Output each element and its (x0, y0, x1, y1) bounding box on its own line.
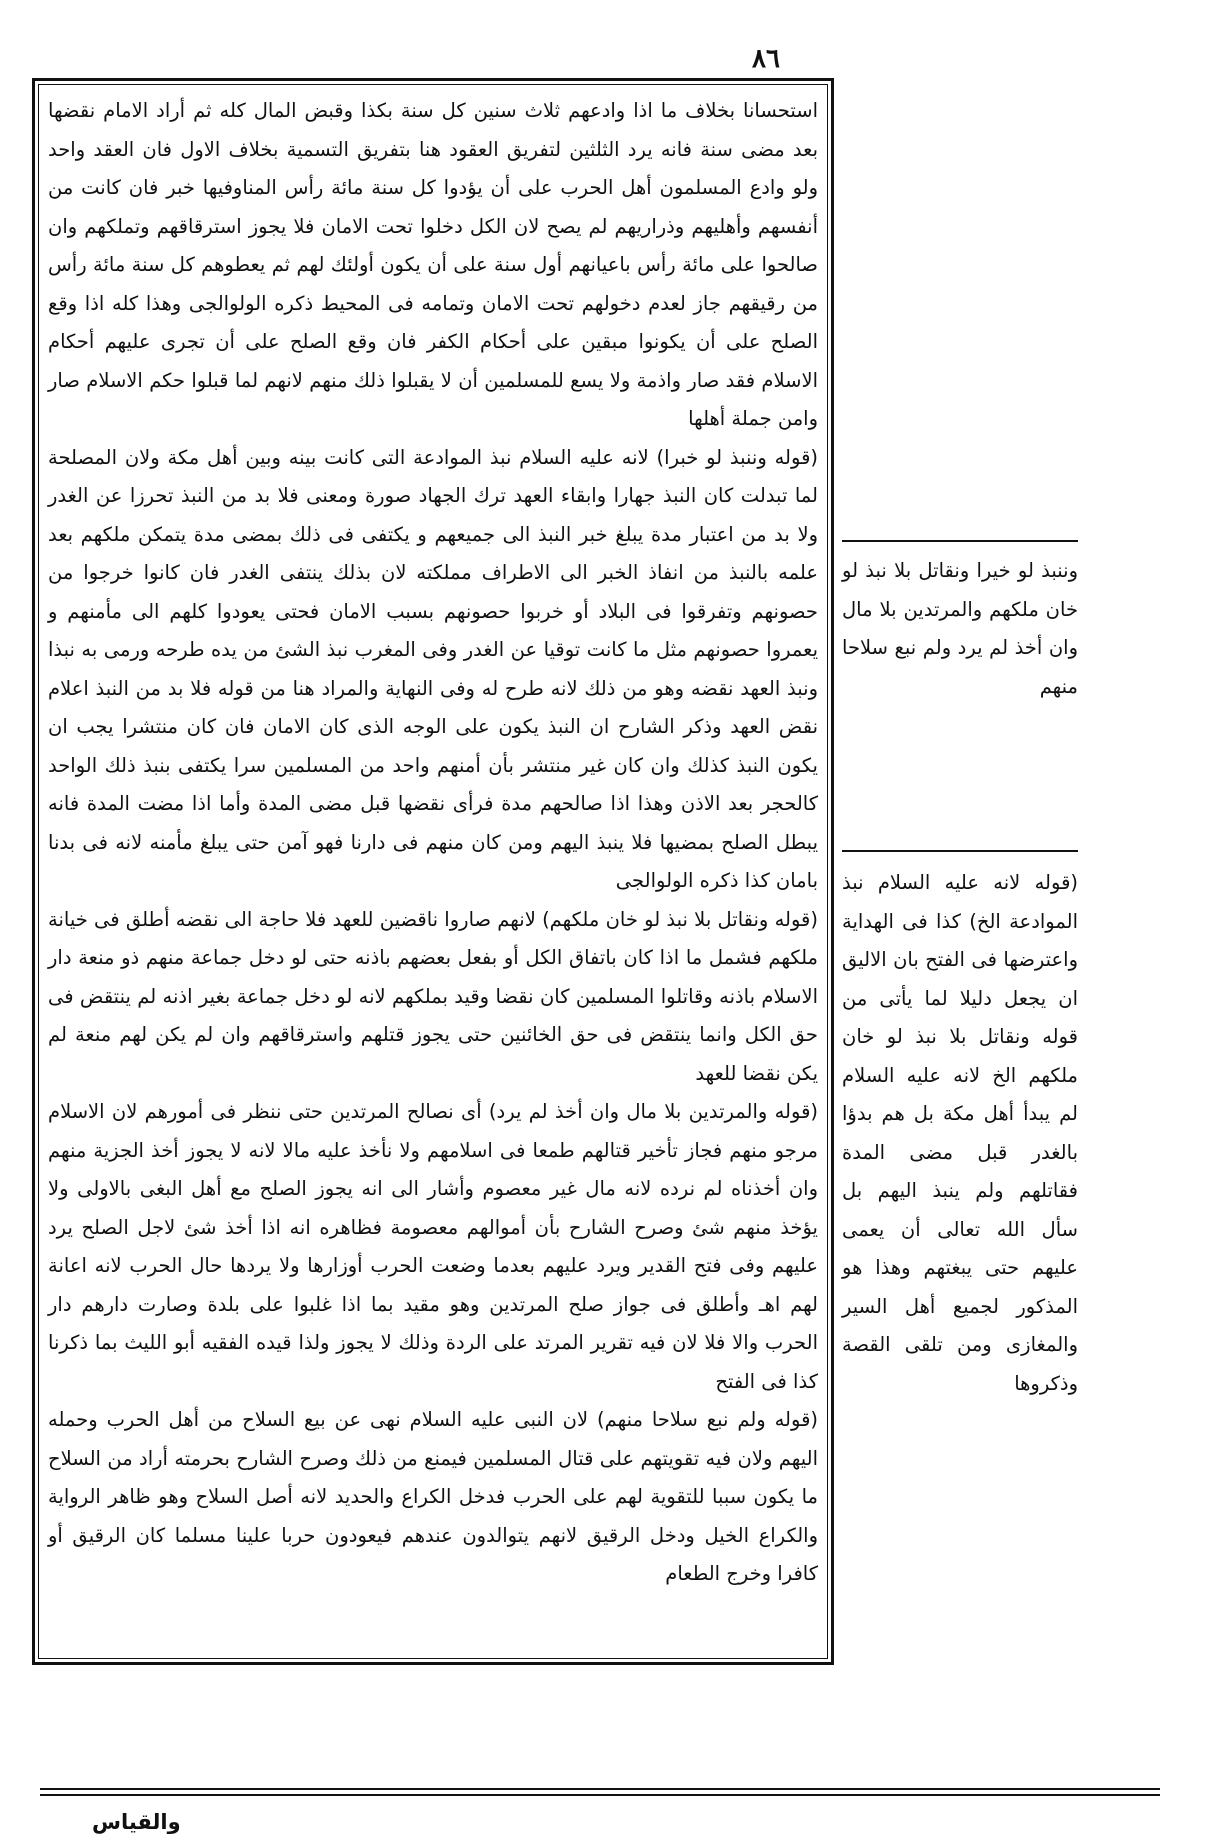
main-paragraph: (قوله والمرتدين بلا مال وان أخذ لم يرد) أى نصالح المرتدين حتى ننظر فى أمورهم لان الاسلام مرجو منهم فجاز تأخير قتالهم طمعا فى اسلامهم ولا نأخذ عليه مالا لانه لا يجوز أخذ الجزية منهم وان أخذناه لم نرده لانه مال غير معصوم وأشار الى انه يجوز الصلح مع أهل البغى بالاولى ولا يؤخذ منهم شئ وصرح الشارح بأن أموالهم معصومة فظاهره انه اذا أخذ شئ لاجل الصلح يرد عليهم وفى فتح القدير ويرد عليهم بعدما وضعت الحرب أوزارها ولا يردها حال الحرب لانه اعانة لهم اهـ وأطلق فى جواز صلح المرتدين وهو مقيد بما اذا غلبوا على بلدة وصارت دارهم دار الحرب والا فلا لان فيه تقرير المرتد على الردة وذلك لا يجوز ولذا قيده الفقيه أبو الليث بما ذكرنا كذا فى الفتح (48, 1100, 818, 1393)
margin-matn-text: وننبذ لو خيرا ونقاتل بلا نبذ لو خان ملكهم والمرتدين بلا مال وان أخذ لم يرد ولم نبع سلاحا منهم (842, 559, 1078, 698)
margin-gloss-box (842, 850, 1078, 1403)
page-number: ٨٦ (752, 44, 780, 74)
main-paragraph: استحسانا بخلاف ما اذا وادعهم ثلاث سنين كل سنة بكذا وقبض المال كله ثم أراد الامام نقضها بعد مضى سنة فانه يرد الثلثين لتفريق العقود هنا بتفريق التسمية بخلاف الاول فان العقد واحد ولو وادع المسلمون أهل الحرب على أن يؤدوا كل سنة مائة رأس المناوفيها خبر فان كانت من أنفسهم وأهليهم وذراريهم لم يصح لان الكل دخلوا تحت الامان فلا يجوز استرقاقهم وتملكهم وان صالحوا على مائة رأس باعيانهم أول سنة على أن يكون أولئك لهم ثم يعطوهم كل سنة مائة رأس من رقيقهم جاز لعدم دخولهم تحت الامان وتمامه فى المحيط ذكره الولوالجى وهذا كله اذا وقع الصلح على أن يكونوا مبقين على أحكام الكفر فان وقع الصلح على أن تجرى عليهم أحكام الاسلام فقد صار واذمة ولا يسع للمسلمين أن لا يقبلوا ذلك منهم لانهم لما قبلوا حكم الاسلام صار وامن جملة أهلها (48, 99, 818, 430)
bottom-rule (40, 1788, 1160, 1790)
margin-gloss-text: (قوله لانه عليه السلام نبذ الموادعة الخ) كذا فى الهداية واعترضها فى الفتح بان الاليق ان يجعل دليلا لما يأتى من قوله ونقاتل بلا نبذ لو خان ملكهم الخ لانه عليه السلام لم يبدأ أهل مكة بل هم بدؤا بالغدر قبل مضى المدة فقاتلهم ولم ينبذ اليهم بل سأل الله تعالى أن يعمى عليهم حتى يبغتهم وهذا هو المذكور لجميع أهل السير والمغازى ومن تلقى القصة وذكروها (842, 871, 1078, 1395)
main-paragraph: (قوله ولم نبع سلاحا منهم) لان النبى عليه السلام نهى عن بيع السلاح من أهل الحرب وحمله اليهم ولان فيه تقويتهم على قتال المسلمين فيمنع من ذلك وصرح الشارح بحرمته أراد من السلاح ما يكون سببا للتقوية لهم على الحرب فدخل الكراع والحديد لانه أصل السلاح وهو ظاهر الرواية والكراع الخيل ودخل الرقيق لانهم يتوالدون عندهم فيعودون حربا علينا مسلما كان الرقيق أو كافرا وخرج الطعام (48, 1408, 818, 1585)
main-text-block (48, 92, 818, 1594)
catchword: والقياس (92, 1810, 181, 1834)
main-paragraph: (قوله ونقاتل بلا نبذ لو خان ملكهم) لانهم صاروا ناقضين للعهد فلا حاجة الى نقضه أطلق فى خيانة ملكهم فشمل ما اذا كان باتفاق الكل أو بفعل بعضهم باذنه حتى لو دخل جماعة منهم ذو منعة دار الاسلام باذنه وقاتلوا المسلمين كان نقضا وقيد بملكهم لانه لو دخل جماعة بغير اذنه لم ينتقض فى حق الكل وانما ينتقض فى حق الخائنين حتى يجوز قتلهم واسترقاقهم وان لم يكن لهم منعة لم يكن نقضا للعهد (48, 907, 818, 1085)
bottom-rule (40, 1794, 1160, 1796)
margin-matn-box (842, 540, 1078, 706)
main-paragraph: (قوله وننبذ لو خبرا) لانه عليه السلام نبذ الموادعة التى كانت بينه وبين أهل مكة ولان المصلحة لما تبدلت كان النبذ جهارا وابقاء العهد ترك الجهاد صورة ومعنى فلا بد من النبذ تحرزا عن الغدر ولا بد من اعتبار مدة يبلغ خبر النبذ الى جميعهم و يكتفى فى ذلك بمضى مدة يتمكن ملكهم بعد علمه بالنبذ من انفاذ الخبر الى الاطراف مملكته لان بذلك ينتفى الغدر فان كانوا خرجوا من حصونهم وتفرقوا فى البلاد أو خربوا حصونهم بسبب الامان فحتى يعودوا كلهم الى مأمنهم و يعمروا حصونهم مثل ما كانت توقيا عن الغدر وفى المغرب نبذ الشئ من يده طرحه ورمى به نبذا ونبذ العهد نقضه وهو من ذلك لانه طرح له وفى النهاية والمراد هنا من قوله فلا بد من النبذ اعلام نقض العهد وذكر الشارح ان النبذ يكون على الوجه الذى كان الامان فان كان منتشرا يجب ان يكون النبذ كذلك وان كان غير منتشر بأن أمنهم واحد من المسلمين سرا يكتفى بنبذ ذلك الواحد كالحجر بعد الاذن وهذا اذا صالحهم مدة فرأى نقضها قبل مضى المدة وأما اذا مضت المدة فانه يبطل الصلح بمضيها فلا ينبذ اليهم ومن كان منهم فى دارنا فهو آمن حتى يبلغ مأمنه لانه فى بدنا بامان كذا ذكره الولوالجى (48, 445, 818, 892)
